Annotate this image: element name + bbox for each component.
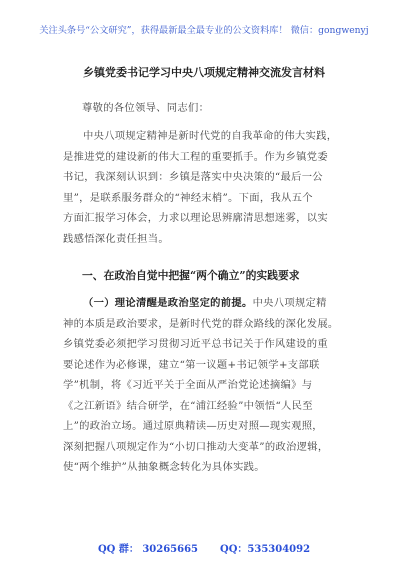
footer-contact <box>0 540 408 555</box>
paragraph-1-first-line <box>63 293 349 314</box>
salutation: 尊敬的各位领导、同志们： <box>82 102 210 114</box>
paragraph-line: 乡镇党委必须把学习贯彻习近平总书记关于作风建设的重 <box>63 338 328 350</box>
document-title: 乡镇党委书记学习中央八项规定精神交流发言材料 <box>83 66 325 79</box>
paragraph-1-first-rest: 中央八项规定精 <box>252 297 327 309</box>
intro-line: 书记，我深刻认识到：乡镇是落实中央决策的“最后一公 <box>63 171 323 183</box>
paragraph-line: 使“两个维护”从抽象概念转化为具体实践。 <box>63 461 265 473</box>
intro-line: 中央八项规定精神是新时代党的自我革命的伟大实践， <box>83 130 338 142</box>
paragraph-1-lead: （一）理论清醒是政治坚定的前提。 <box>83 297 253 309</box>
intro-line: 方面汇报学习体会，力求以理论思辨廓清思想迷雾，以实 <box>63 212 328 224</box>
intro-line: 里”，是联系服务群众的“神经末梢”。下面，我从五个 <box>63 191 313 204</box>
paragraph-line: 学”机制，将《习近平关于全面从严治党论述摘编》与 <box>63 379 313 391</box>
paragraph-line: 上”的政治立场。通过原典精读—历史对照—现实观照， <box>63 420 323 432</box>
section-heading: 一、在政治自觉中把握“两个确立”的实践要求 <box>82 269 300 282</box>
paragraph-line: 深刻把握八项规定作为“小切口推动大变革”的政治逻辑， <box>63 440 329 453</box>
intro-line: 是推进党的建设新的伟大工程的重要抓手。作为乡镇党委 <box>63 150 328 163</box>
paragraph-line: 神的本质是政治要求，是新时代党的群众路线的深化发展。 <box>63 317 339 330</box>
intro-paragraph <box>63 126 349 249</box>
paragraph-line: 要论述作为必修课，建立“第一议题+书记领学+支部联 <box>63 358 320 371</box>
footer-qq: QQ：535304092 <box>220 544 311 555</box>
intro-line: 践感悟深化责任担当。 <box>63 232 169 245</box>
header-notice: 关注头条号“公文研究”，获得最新最全最专业的公文资料库！ 微信：gongwenyj <box>39 25 369 36</box>
footer-qq-group: QQ 群： 30265665 <box>97 544 198 555</box>
paragraph-line: 《之江新语》结合研学，在“浦江经验”中领悟“人民至 <box>63 399 313 412</box>
paragraph-1 <box>63 293 349 478</box>
